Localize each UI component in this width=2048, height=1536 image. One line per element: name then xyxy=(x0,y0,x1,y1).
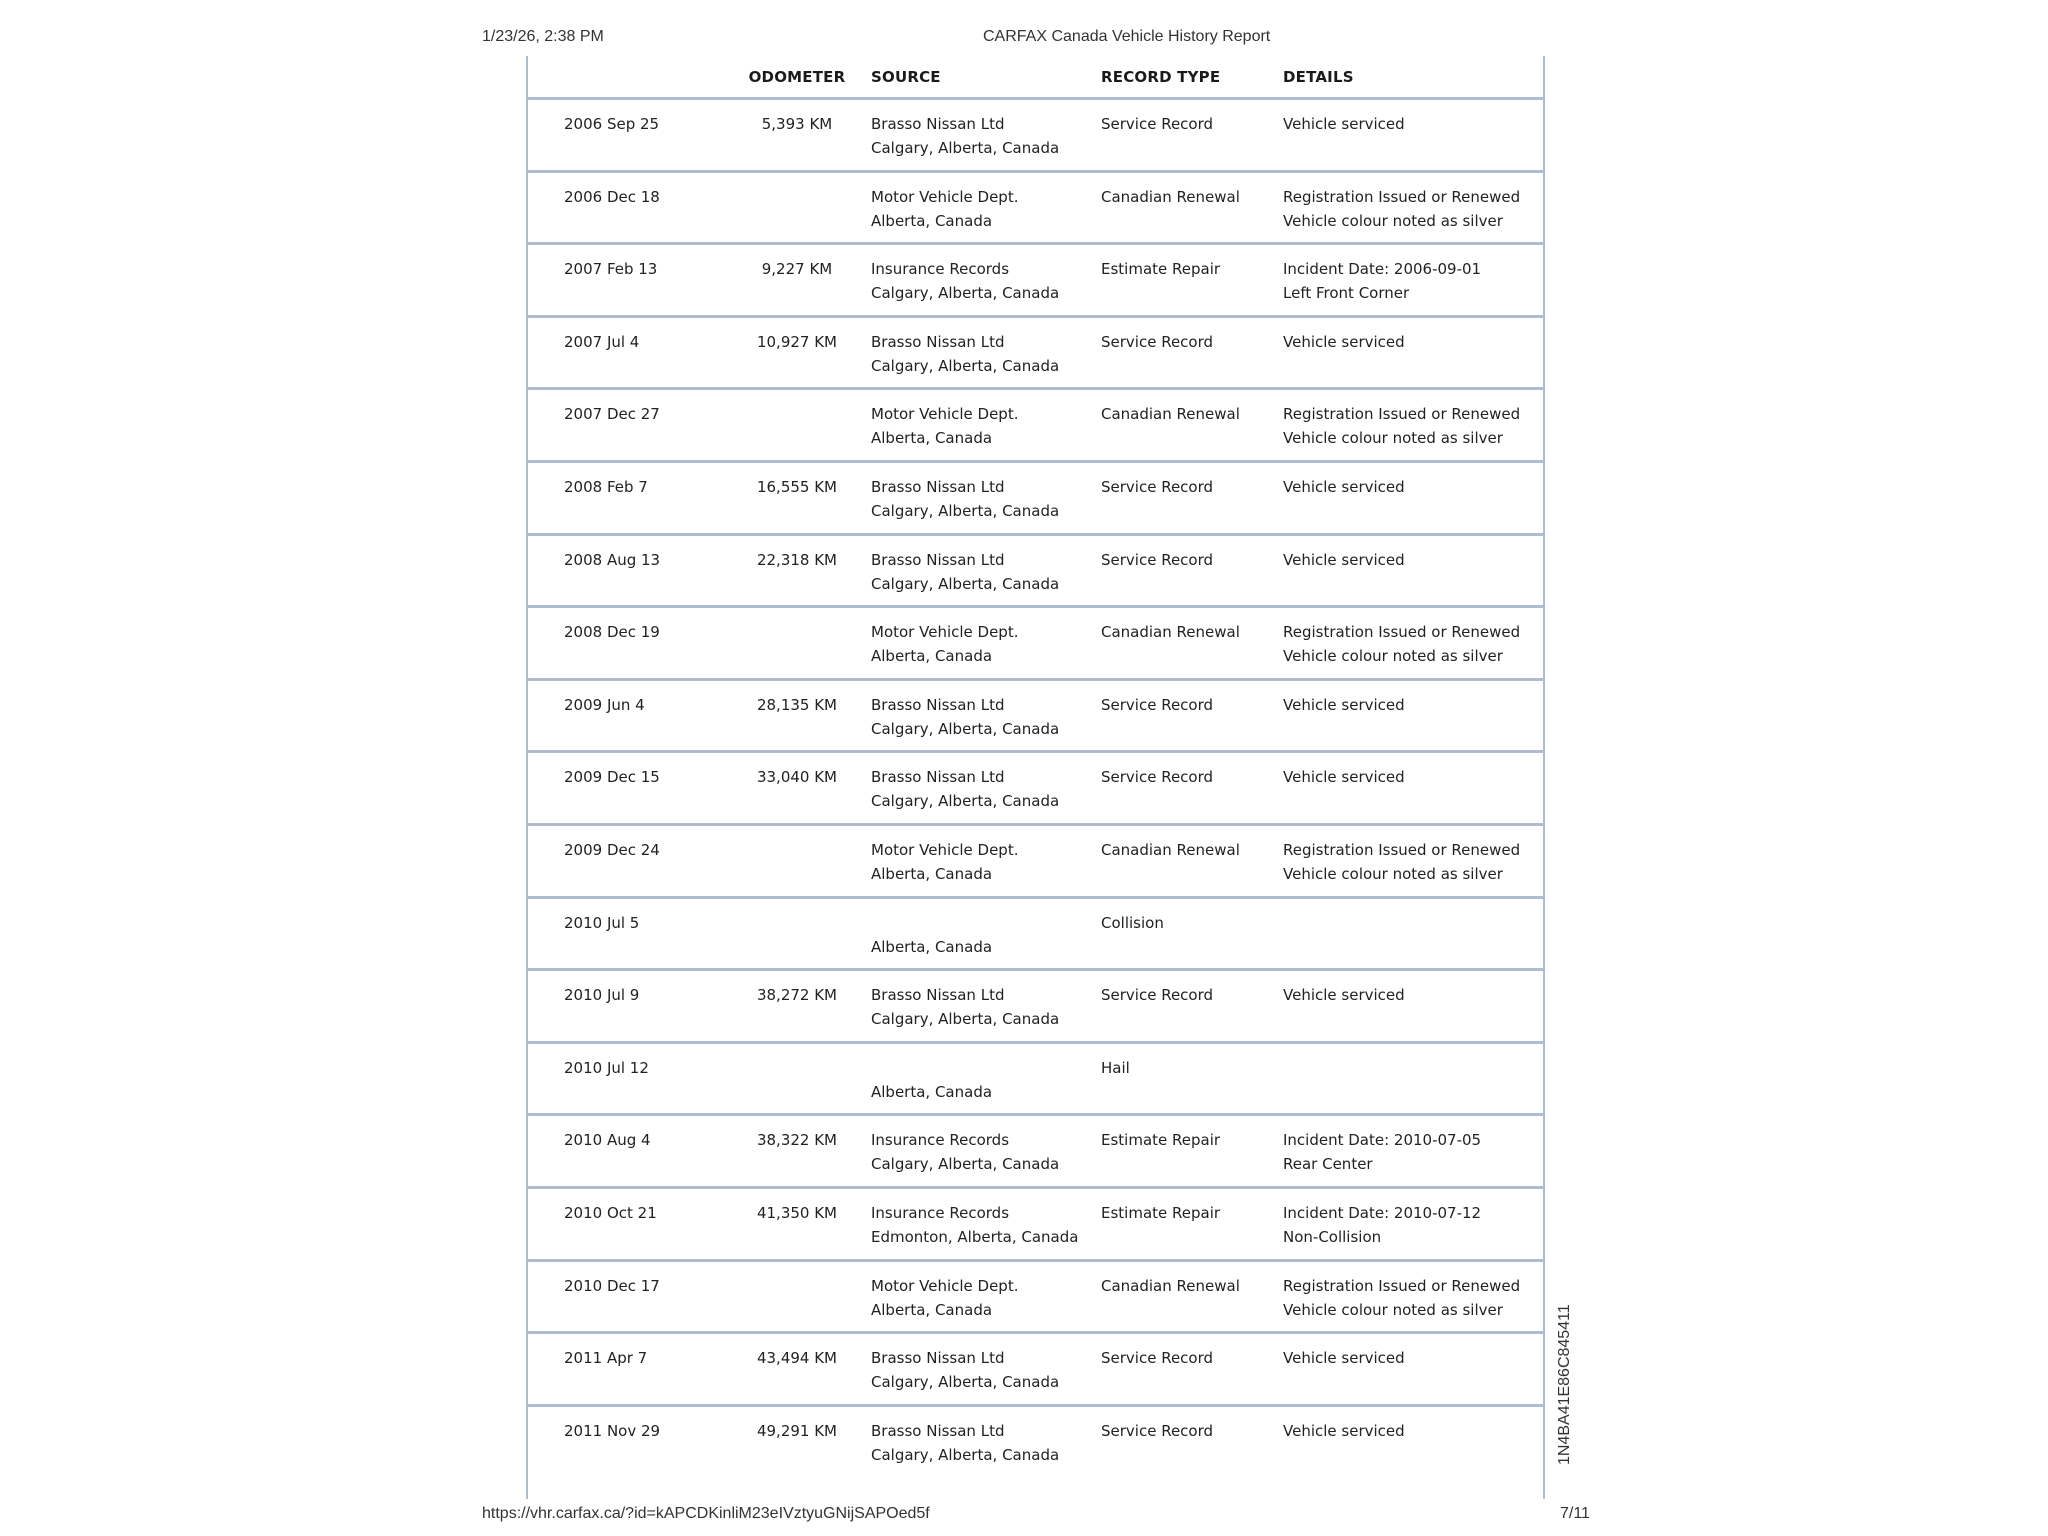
row-odometer xyxy=(737,330,857,354)
table-row xyxy=(528,826,1543,899)
row-odometer xyxy=(737,257,857,281)
row-details xyxy=(1283,402,1520,450)
row-date-line: 2011 Nov 29 xyxy=(564,1421,661,1440)
row-odometer-line: 41,350 KM xyxy=(756,1203,838,1222)
row-odometer-line: 9,227 KM xyxy=(761,260,833,279)
row-odometer-line: 16,555 KM xyxy=(756,477,838,496)
row-date-line: 2008 Aug 13 xyxy=(564,550,661,569)
row-details-line: Vehicle colour noted as silver xyxy=(1283,1300,1503,1319)
row-details-line: Registration Issued or Renewed xyxy=(1283,187,1521,206)
row-date-line: 2010 Oct 21 xyxy=(564,1203,657,1222)
row-source-line: Motor Vehicle Dept. xyxy=(871,187,1019,206)
table-row xyxy=(528,100,1543,173)
row-date xyxy=(564,693,645,717)
row-details-line xyxy=(1283,1443,1405,1467)
row-details-line: Vehicle colour noted as silver xyxy=(1283,647,1503,666)
row-record-type-line: Canadian Renewal xyxy=(1101,405,1240,424)
row-details-line: Vehicle serviced xyxy=(1283,477,1405,496)
row-details xyxy=(1283,257,1481,305)
row-odometer-line: 33,040 KM xyxy=(756,768,838,787)
row-date-line: 2008 Feb 7 xyxy=(564,477,648,496)
row-details-line xyxy=(1283,572,1405,596)
row-odometer xyxy=(737,1346,857,1370)
row-date-line: 2011 Apr 7 xyxy=(564,1349,648,1368)
row-odometer-line xyxy=(737,402,857,426)
row-record-type xyxy=(1101,911,1164,935)
row-details-line: Registration Issued or Renewed xyxy=(1283,840,1521,859)
row-source xyxy=(871,548,1059,596)
row-source-line: Brasso Nissan Ltd xyxy=(871,768,1005,787)
row-date xyxy=(564,330,639,354)
row-details xyxy=(1283,1201,1481,1249)
row-source-line: Edmonton, Alberta, Canada xyxy=(871,1227,1079,1246)
table-row xyxy=(528,1189,1543,1262)
row-date xyxy=(564,838,660,862)
row-source-line: Brasso Nissan Ltd xyxy=(871,1349,1005,1368)
row-source-line: Calgary, Alberta, Canada xyxy=(871,1010,1060,1029)
column-header-source: SOURCE xyxy=(871,68,941,86)
row-date xyxy=(564,620,660,644)
row-record-type xyxy=(1101,1419,1213,1443)
row-source xyxy=(871,983,1059,1031)
row-source xyxy=(871,1128,1059,1176)
row-details-line xyxy=(1283,717,1405,741)
column-header-record-type: RECORD TYPE xyxy=(1101,68,1221,86)
row-source-line: Insurance Records xyxy=(871,1131,1010,1150)
row-record-type xyxy=(1101,1201,1220,1225)
row-details xyxy=(1283,548,1405,596)
row-source-line: Motor Vehicle Dept. xyxy=(871,1276,1019,1295)
row-details-line: Incident Date: 2010-07-12 xyxy=(1283,1203,1482,1222)
row-details-line: Vehicle serviced xyxy=(1283,986,1405,1005)
row-record-type xyxy=(1101,1056,1130,1080)
row-source-line xyxy=(871,1056,992,1080)
row-record-type-line: Canadian Renewal xyxy=(1101,840,1240,859)
row-odometer-line xyxy=(737,1056,857,1080)
row-record-type xyxy=(1101,185,1240,209)
row-details xyxy=(1283,983,1405,1031)
row-source-line: Calgary, Alberta, Canada xyxy=(871,792,1060,811)
row-source-line: Calgary, Alberta, Canada xyxy=(871,284,1060,303)
row-details-line: Vehicle colour noted as silver xyxy=(1283,429,1503,448)
row-source-line: Motor Vehicle Dept. xyxy=(871,405,1019,424)
row-date xyxy=(564,911,639,935)
row-date-line: 2009 Dec 24 xyxy=(564,840,660,859)
row-source-line: Brasso Nissan Ltd xyxy=(871,695,1005,714)
row-date xyxy=(564,983,639,1007)
table-row xyxy=(528,899,1543,972)
row-source-line: Calgary, Alberta, Canada xyxy=(871,501,1060,520)
row-details xyxy=(1283,475,1405,523)
row-odometer-line: 43,494 KM xyxy=(756,1349,838,1368)
row-source-line: Calgary, Alberta, Canada xyxy=(871,574,1060,593)
row-date-line: 2007 Feb 13 xyxy=(564,260,658,279)
row-record-type-line: Service Record xyxy=(1101,695,1214,714)
row-date-line: 2010 Jul 5 xyxy=(564,913,640,932)
table-row xyxy=(528,318,1543,391)
row-date-line: 2007 Jul 4 xyxy=(564,332,640,351)
row-date xyxy=(564,185,660,209)
table-row xyxy=(528,1262,1543,1335)
row-odometer xyxy=(737,1201,857,1225)
row-details-line: Vehicle serviced xyxy=(1283,115,1405,133)
row-source-line: Motor Vehicle Dept. xyxy=(871,623,1019,642)
row-odometer-line xyxy=(737,620,857,644)
row-details-line xyxy=(1283,136,1405,160)
row-date xyxy=(564,1056,649,1080)
row-date-line: 2006 Dec 18 xyxy=(564,187,660,206)
row-record-type-line: Service Record xyxy=(1101,550,1214,569)
row-source-line: Calgary, Alberta, Canada xyxy=(871,139,1060,157)
row-odometer xyxy=(737,693,857,717)
row-details-line: Vehicle serviced xyxy=(1283,550,1405,569)
row-details-line xyxy=(1283,354,1405,378)
row-details xyxy=(1283,112,1405,160)
row-record-type-line: Service Record xyxy=(1101,477,1214,496)
table-row xyxy=(528,1116,1543,1189)
row-record-type xyxy=(1101,693,1213,717)
row-odometer xyxy=(737,185,857,209)
table-row xyxy=(528,245,1543,318)
row-odometer-line xyxy=(737,1274,857,1298)
row-record-type xyxy=(1101,765,1213,789)
row-date xyxy=(564,1419,660,1443)
row-source xyxy=(871,257,1059,305)
table-row xyxy=(528,390,1543,463)
row-details-line: Vehicle serviced xyxy=(1283,1421,1405,1440)
row-details-line xyxy=(1283,1370,1405,1394)
row-date-line: 2009 Dec 15 xyxy=(564,768,660,787)
row-odometer-line xyxy=(737,838,857,862)
row-details xyxy=(1283,620,1520,668)
row-details xyxy=(1283,1274,1520,1322)
table-row xyxy=(528,681,1543,754)
row-source-line: Brasso Nissan Ltd xyxy=(871,477,1005,496)
row-record-type-line: Estimate Repair xyxy=(1101,1203,1221,1222)
row-source-line: Calgary, Alberta, Canada xyxy=(871,1155,1060,1174)
row-details xyxy=(1283,1419,1405,1467)
row-date-line: 2010 Aug 4 xyxy=(564,1131,651,1150)
row-source xyxy=(871,765,1059,813)
row-source-line: Insurance Records xyxy=(871,1203,1010,1222)
row-source-line: Brasso Nissan Ltd xyxy=(871,550,1005,569)
page-number: 7/11 xyxy=(1560,1505,1590,1522)
row-date-line: 2008 Dec 19 xyxy=(564,623,660,642)
row-record-type-line: Service Record xyxy=(1101,1421,1214,1440)
row-date-line: 2010 Dec 17 xyxy=(564,1276,660,1295)
row-record-type-line: Estimate Repair xyxy=(1101,1131,1221,1150)
row-details xyxy=(1283,1346,1405,1394)
row-record-type-line: Collision xyxy=(1101,913,1164,932)
table-row xyxy=(528,463,1543,536)
row-source-line: Brasso Nissan Ltd xyxy=(871,1421,1005,1440)
table-row xyxy=(528,173,1543,246)
row-details-line: Registration Issued or Renewed xyxy=(1283,405,1521,424)
row-source xyxy=(871,1056,992,1104)
row-source-line: Calgary, Alberta, Canada xyxy=(871,1373,1060,1392)
row-odometer xyxy=(737,475,857,499)
row-record-type-line: Estimate Repair xyxy=(1101,260,1221,279)
row-odometer-line xyxy=(737,185,857,209)
row-date xyxy=(564,475,648,499)
row-record-type-line: Canadian Renewal xyxy=(1101,623,1240,642)
row-record-type xyxy=(1101,112,1213,136)
row-source-line xyxy=(871,911,992,935)
row-date xyxy=(564,548,660,572)
row-record-type xyxy=(1101,620,1240,644)
row-odometer xyxy=(737,838,857,862)
row-source-line: Alberta, Canada xyxy=(871,937,993,956)
row-odometer xyxy=(737,765,857,789)
row-source-line: Brasso Nissan Ltd xyxy=(871,332,1005,351)
row-record-type-line: Hail xyxy=(1101,1058,1130,1077)
row-odometer xyxy=(737,1056,857,1080)
row-source-line: Brasso Nissan Ltd xyxy=(871,115,1005,133)
row-source-line: Alberta, Canada xyxy=(871,864,993,883)
column-header-odometer: ODOMETER xyxy=(748,68,846,86)
row-source xyxy=(871,1419,1059,1467)
row-source-line: Calgary, Alberta, Canada xyxy=(871,356,1060,375)
row-record-type xyxy=(1101,402,1240,426)
row-odometer xyxy=(737,1128,857,1152)
row-source-line: Alberta, Canada xyxy=(871,1082,993,1101)
row-source xyxy=(871,693,1059,741)
row-date xyxy=(564,1274,660,1298)
row-odometer-line: 10,927 KM xyxy=(756,332,838,351)
row-source xyxy=(871,112,1059,160)
row-record-type xyxy=(1101,983,1213,1007)
row-date-line: 2007 Dec 27 xyxy=(564,405,660,424)
row-details xyxy=(1283,838,1520,886)
row-source xyxy=(871,1274,1018,1322)
history-table xyxy=(526,56,1545,1499)
row-source-line: Brasso Nissan Ltd xyxy=(871,986,1005,1005)
row-details-line: Vehicle colour noted as silver xyxy=(1283,211,1503,230)
row-source-line: Alberta, Canada xyxy=(871,211,993,230)
row-record-type xyxy=(1101,330,1213,354)
row-source xyxy=(871,911,992,959)
row-source xyxy=(871,1201,1078,1249)
row-odometer-line xyxy=(737,911,857,935)
row-date-line: 2009 Jun 4 xyxy=(564,695,645,714)
row-record-type-line: Service Record xyxy=(1101,1349,1214,1368)
row-source xyxy=(871,620,1018,668)
table-row xyxy=(528,1044,1543,1117)
row-odometer-line: 38,272 KM xyxy=(756,986,838,1005)
row-details-line xyxy=(1283,789,1405,813)
row-source-line: Insurance Records xyxy=(871,260,1010,279)
row-record-type xyxy=(1101,257,1220,281)
row-odometer xyxy=(737,1419,857,1443)
row-details-line: Incident Date: 2006-09-01 xyxy=(1283,260,1482,279)
row-record-type-line: Service Record xyxy=(1101,115,1214,133)
row-source xyxy=(871,185,1018,233)
row-odometer xyxy=(737,620,857,644)
row-details-line: Vehicle serviced xyxy=(1283,768,1405,787)
row-date xyxy=(564,1201,657,1225)
row-odometer-line: 5,393 KM xyxy=(761,115,833,133)
row-odometer-line: 38,322 KM xyxy=(756,1131,838,1150)
row-details-line: Vehicle serviced xyxy=(1283,1349,1405,1368)
row-details xyxy=(1283,330,1405,378)
row-date xyxy=(564,1128,651,1152)
row-source-line: Calgary, Alberta, Canada xyxy=(871,719,1060,738)
row-record-type xyxy=(1101,475,1213,499)
row-details-line xyxy=(1283,1007,1405,1031)
row-details-line: Vehicle serviced xyxy=(1283,332,1405,351)
row-odometer-line: 22,318 KM xyxy=(756,550,838,569)
row-date xyxy=(564,765,660,789)
row-details xyxy=(1283,693,1405,741)
row-date-line: 2006 Sep 25 xyxy=(564,115,660,133)
row-source-line: Alberta, Canada xyxy=(871,1300,993,1319)
row-odometer xyxy=(737,911,857,935)
row-details-line: Incident Date: 2010-07-05 xyxy=(1283,1131,1482,1150)
row-record-type xyxy=(1101,548,1213,572)
row-date xyxy=(564,257,657,281)
row-details-line: Registration Issued or Renewed xyxy=(1283,623,1521,642)
row-source xyxy=(871,838,1018,886)
row-record-type xyxy=(1101,1274,1240,1298)
row-details-line: Rear Center xyxy=(1283,1155,1373,1174)
row-record-type-line: Canadian Renewal xyxy=(1101,187,1240,206)
row-source-line: Alberta, Canada xyxy=(871,647,993,666)
print-url: https://vhr.carfax.ca/?id=kAPCDKinliM23eIVztyuGNijSAPOed5f xyxy=(482,1505,930,1522)
row-record-type-line: Service Record xyxy=(1101,986,1214,1005)
row-details xyxy=(1283,1128,1481,1176)
row-details-line xyxy=(1283,499,1405,523)
row-source xyxy=(871,475,1059,523)
row-record-type xyxy=(1101,1128,1220,1152)
row-details xyxy=(1283,765,1405,813)
row-details-line: Non-Collision xyxy=(1283,1227,1382,1246)
row-source-line: Motor Vehicle Dept. xyxy=(871,840,1019,859)
row-date xyxy=(564,402,660,426)
row-source-line: Alberta, Canada xyxy=(871,429,993,448)
column-header-details: DETAILS xyxy=(1283,68,1354,86)
row-odometer xyxy=(737,983,857,1007)
table-row xyxy=(528,1407,1543,1477)
row-record-type-line: Canadian Renewal xyxy=(1101,1276,1240,1295)
print-title: CARFAX Canada Vehicle History Report xyxy=(983,28,1271,45)
row-details-line: Registration Issued or Renewed xyxy=(1283,1276,1521,1295)
row-date-line: 2010 Jul 12 xyxy=(564,1058,649,1077)
row-record-type xyxy=(1101,1346,1213,1370)
row-record-type-line: Service Record xyxy=(1101,332,1214,351)
row-details-line: Vehicle colour noted as silver xyxy=(1283,864,1503,883)
row-record-type-line: Service Record xyxy=(1101,768,1214,787)
row-odometer xyxy=(737,548,857,572)
table-row xyxy=(528,753,1543,826)
row-details-line: Left Front Corner xyxy=(1283,284,1410,303)
row-source-line: Calgary, Alberta, Canada xyxy=(871,1445,1060,1464)
row-source xyxy=(871,402,1018,450)
column-headers xyxy=(528,56,1543,100)
row-odometer-line: 28,135 KM xyxy=(756,695,838,714)
row-odometer xyxy=(737,112,857,136)
table-row xyxy=(528,608,1543,681)
table-body xyxy=(528,100,1543,1476)
row-details-line: Vehicle serviced xyxy=(1283,695,1405,714)
row-details xyxy=(1283,185,1520,233)
row-odometer xyxy=(737,1274,857,1298)
row-date-line: 2010 Jul 9 xyxy=(564,986,640,1005)
row-source xyxy=(871,330,1059,378)
row-odometer-line: 49,291 KM xyxy=(756,1421,838,1440)
row-date xyxy=(564,1346,647,1370)
print-date: 1/23/26, 2:38 PM xyxy=(482,28,604,45)
vin-label: 1N4BA41E86C845411 xyxy=(1556,1304,1573,1465)
row-record-type xyxy=(1101,838,1240,862)
table-row xyxy=(528,1334,1543,1407)
row-date xyxy=(564,112,659,136)
row-source xyxy=(871,1346,1059,1394)
row-odometer xyxy=(737,402,857,426)
table-row xyxy=(528,971,1543,1044)
table-row xyxy=(528,536,1543,609)
